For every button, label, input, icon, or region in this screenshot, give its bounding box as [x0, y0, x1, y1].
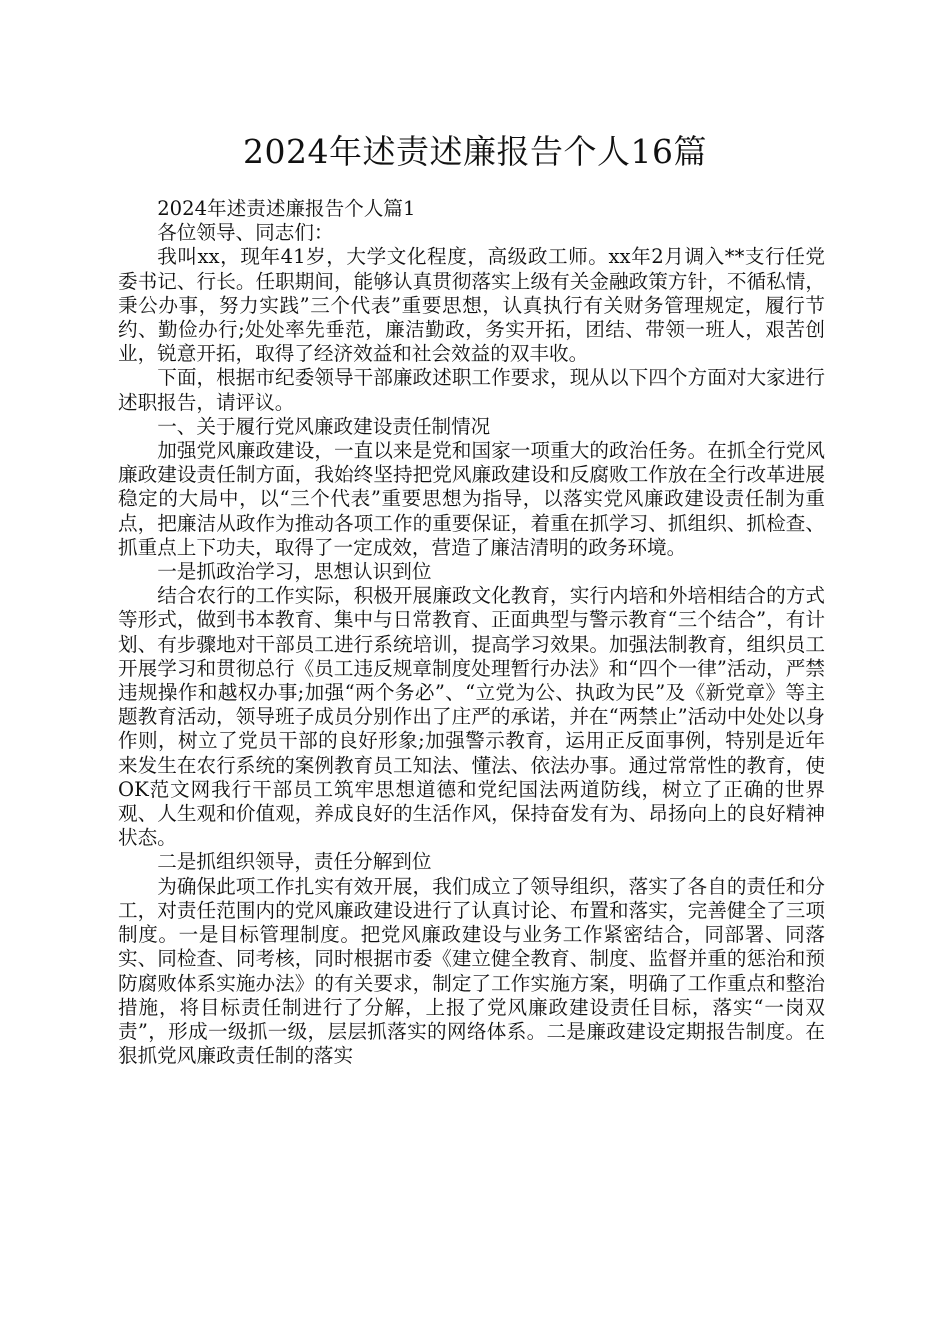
subheading-organization: 二是抓组织领导，责任分解到位: [157, 850, 432, 874]
body-paragraph-organization: 为确保此项工作扎实有效开展，我们成立了领导组织，落实了各自的责任和分工，对责任范围内的党风廉政建设进行了认真讨论、布置和落实，完善健全了三项制度。一是目标管理制度。把党风廉政建设与业务工作紧密结合，同部署、同落实、同检查、同考核，同时根据市委《建立健全教育、制度、监督并重的惩治和预防腐败体系实施办法》的有关要求，制定了工作实施方案，明确了工作重点和整治措施，将目标责任制进行了分解，上报了党风廉政建设责任目标，落实“一岗双责”，形成一级抓一级，层层抓落实的网络体系。二是廉政建设定期报告制度。在狠抓党风廉政责任制的落实: [118, 874, 825, 1068]
body-paragraph-intro: 我叫xx，现年41岁，大学文化程度，高级政工师。xx年2月调入**支行任党委书记、行长。任职期间，能够认真贯彻落实上级有关金融政策方针，不循私情，秉公办事，努力实践”三个代表”重要思想，认真执行有关财务管理规定，履行节约、勤俭办行;处处率先垂范，廉洁勤政，务实开拓，团结、带领一班人，艰苦创业，锐意开拓，取得了经济效益和社会效益的双丰收。: [118, 245, 825, 366]
body-paragraph-responsibility: 加强党风廉政建设，一直以来是党和国家一项重大的政治任务。在抓全行党风廉政建设责任制方面，我始终坚持把党风廉政建设和反腐败工作放在全行改革进展稳定的大局中，以“三个代表”重要思想为指导，以落实党风廉政建设责任制为重点，把廉洁从政作为推动各项工作的重要保证，着重在抓学习、抓组织、抓检查、抓重点上下功夫，取得了一定成效，营造了廉洁清明的政务环境。: [118, 439, 825, 559]
document-body: [118, 197, 825, 1068]
body-paragraph-overview: 下面，根据市纪委领导干部廉政述职工作要求，现从以下四个方面对大家进行述职报告，请评议。: [118, 366, 825, 414]
salutation: 各位领导、同志们：: [157, 221, 334, 245]
section-heading-part-1: 2024年述责述廉报告个人篇1: [157, 197, 416, 220]
section-heading-1: 一、关于履行党风廉政建设责任制情况: [157, 414, 491, 438]
body-paragraph-education: 结合农行的工作实际，积极开展廉政文化教育，实行内培和外培相结合的方式等形式，做到书本教育、集中与日常教育、正面典型与警示教育“三个结合”，有计划、有步骤地对干部员工进行系统培训，提高学习效果。加强法制教育，组织员工开展学习和贯彻总行《员工违反规章制度处理暂行办法》和“四个一律”活动，严禁违规操作和越权办事;加强“两个务必”、“立党为公、执政为民”及《新党章》等主题教育活动，领导班子成员分别作出了庄严的承诺，并在“两禁止”活动中处处以身作则，树立了党员干部的良好形象;加强警示教育，运用正反面事例，特别是近年来发生在农行系统的案例教育员工知法、懂法、依法办事。通过常常性的教育，使OK范文网我行干部员工筑牢思想道德和党纪国法两道防线，树立了正确的世界观、人生观和价值观，养成良好的生活作风，保持奋发有为、昂扬向上的良好精神状态。: [118, 584, 825, 850]
document-title: 2024年述责述廉报告个人16篇: [243, 132, 707, 171]
subheading-political-study: 一是抓政治学习，思想认识到位: [157, 560, 432, 584]
